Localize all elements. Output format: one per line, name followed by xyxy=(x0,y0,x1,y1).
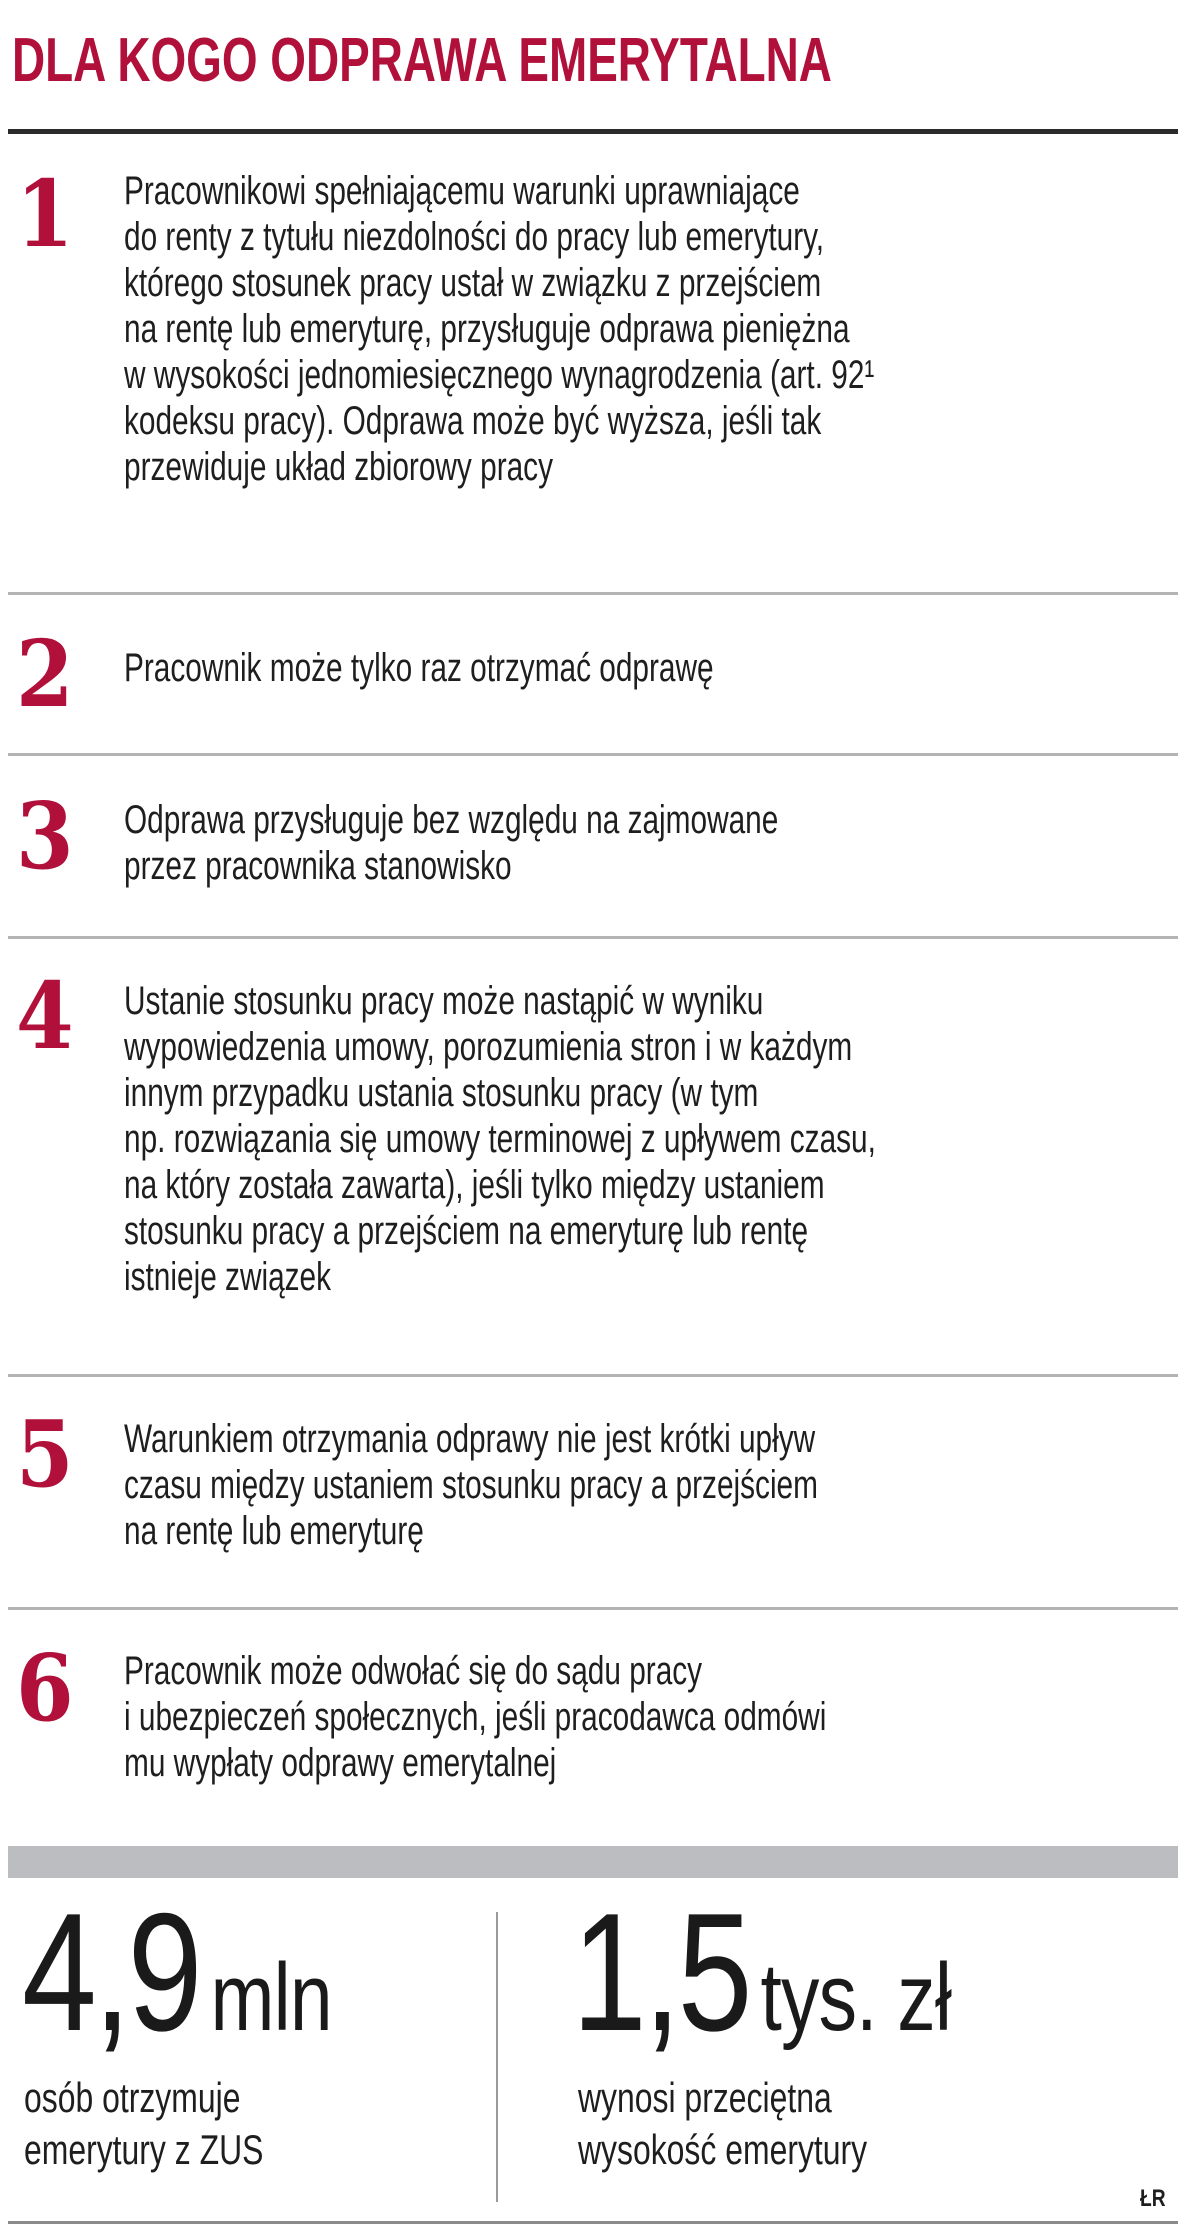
item-text-4 xyxy=(124,978,1182,1300)
text-line: istnieje związek xyxy=(124,1255,332,1299)
item-divider xyxy=(8,753,1178,756)
text-line: Pracownikowi spełniającemu warunki uprawniające xyxy=(124,169,800,213)
item-text-5 xyxy=(124,1416,1182,1554)
text-line: przez pracownika stanowisko xyxy=(124,844,512,888)
item-text-1 xyxy=(124,168,1182,490)
stats-header-bar xyxy=(8,1846,1178,1878)
item-number-label: 4 xyxy=(16,962,74,1070)
text-line: w wysokości jednomiesięcznego wynagrodzenia (art. 92¹ xyxy=(124,353,875,397)
caption-line: wysokość emerytury xyxy=(578,2126,868,2173)
item-number-2 xyxy=(16,620,96,728)
text-line: mu wypłaty odprawy emerytalnej xyxy=(124,1741,557,1785)
text-line: Warunkiem otrzymania odprawy nie jest krótki upływ xyxy=(124,1417,816,1461)
item-number-label: 1 xyxy=(16,160,74,268)
stat-average-pension-caption xyxy=(578,2072,867,2176)
stats-divider xyxy=(496,1912,498,2202)
header-divider xyxy=(8,129,1178,134)
text-line: kodeksu pracy). Odprawa może być wyższa, jeśli tak xyxy=(124,399,822,443)
text-line: innym przypadku ustania stosunku pracy (w tym xyxy=(124,1071,759,1115)
item-text-2 xyxy=(124,645,1182,691)
text-line: wypowiedzenia umowy, porozumienia stron i w każdym xyxy=(124,1025,853,1069)
item-number-4 xyxy=(16,962,96,1070)
item-number-label: 6 xyxy=(16,1634,74,1742)
text-line: przewiduje układ zbiorowy pracy xyxy=(124,445,553,489)
item-text-6 xyxy=(124,1648,1182,1786)
item-number-1 xyxy=(16,160,96,268)
stat-number: 1,5 xyxy=(572,1878,750,2066)
item-number-6 xyxy=(16,1634,96,1742)
item-divider xyxy=(8,1607,1178,1610)
text-line: Pracownik może tylko raz otrzymać odprawę xyxy=(124,646,714,690)
stat-pensioners-caption xyxy=(24,2072,263,2176)
text-line: czasu między ustaniem stosunku pracy a przejściem xyxy=(124,1463,818,1507)
item-number-label: 3 xyxy=(16,782,74,890)
caption-line: wynosi przeciętna xyxy=(578,2074,832,2121)
text-line: na rentę lub emeryturę, przysługuje odprawa pieniężna xyxy=(124,307,850,351)
text-line: np. rozwiązania się umowy terminowej z upływem czasu, xyxy=(124,1117,876,1161)
text-line: Odprawa przysługuje bez względu na zajmowane xyxy=(124,798,779,842)
text-line: którego stosunek pracy ustał w związku z przejściem xyxy=(124,261,822,305)
item-number-label: 2 xyxy=(16,620,74,728)
stat-unit: mln xyxy=(210,1944,332,2051)
item-divider xyxy=(8,592,1178,595)
item-divider xyxy=(8,1374,1178,1377)
text-line: Ustanie stosunku pracy może nastąpić w wyniku xyxy=(124,979,764,1023)
text-line: i ubezpieczeń społecznych, jeśli pracodawca odmówi xyxy=(124,1695,827,1739)
author-credit: ŁR xyxy=(1140,2185,1166,2212)
stat-average-pension-value xyxy=(572,1878,952,2082)
stat-unit: tys. zł xyxy=(760,1944,952,2051)
stat-number: 4,9 xyxy=(22,1878,200,2066)
text-line: Pracownik może odwołać się do sądu pracy xyxy=(124,1649,703,1693)
footer-divider xyxy=(8,2221,1178,2224)
item-number-5 xyxy=(16,1400,96,1508)
text-line: na rentę lub emeryturę xyxy=(124,1509,424,1553)
item-number-3 xyxy=(16,782,96,890)
item-divider xyxy=(8,936,1178,939)
stat-pensioners-value xyxy=(22,1878,332,2082)
page-title: DLA KOGO ODPRAWA EMERYTALNA xyxy=(12,26,832,95)
caption-line: osób otrzymuje xyxy=(24,2074,241,2121)
caption-line: emerytury z ZUS xyxy=(24,2126,264,2173)
item-number-label: 5 xyxy=(16,1400,74,1508)
text-line: stosunku pracy a przejściem na emeryturę lub rentę xyxy=(124,1209,809,1253)
text-line: do renty z tytułu niezdolności do pracy lub emerytury, xyxy=(124,215,825,259)
text-line: na który została zawarta), jeśli tylko między ustaniem xyxy=(124,1163,825,1207)
item-text-3 xyxy=(124,797,1182,889)
